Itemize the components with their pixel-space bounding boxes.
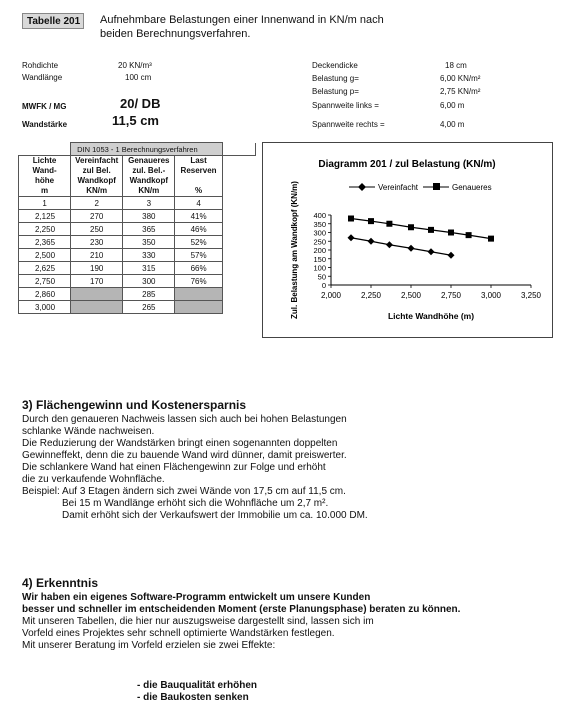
legend-marker-vereinfacht <box>358 183 366 191</box>
cell-reserve: 41% <box>175 210 222 223</box>
section3-heading: 3) Flächengewinn und Kostenersparnis <box>22 398 247 412</box>
table-row <box>19 262 256 275</box>
col-number: 4 <box>175 197 222 210</box>
section3-body <box>22 414 368 522</box>
bullet-item: - die Bauqualität erhöhen <box>137 680 258 691</box>
section3-line: Die schlankere Wand hat einen Flächengewinn zur Folge und erhöht <box>22 462 326 473</box>
y-tick-label: 0 <box>321 281 326 290</box>
y-tick-label: 150 <box>313 254 326 264</box>
title-line-1: Aufnehmbare Belastungen einer Innenwand in KN/m nach <box>100 14 384 26</box>
data-point-genaueres <box>386 221 392 227</box>
section4-bold-line: Wir haben ein eigenes Software-Programm entwickelt um unsere Kunden <box>22 592 371 603</box>
param-value-belastung-p: 2,75 KN/m² <box>440 87 481 96</box>
param-value-deckendicke: 18 cm <box>445 61 467 70</box>
mwfk-label: MWFK / MG <box>22 102 67 111</box>
data-point-genaueres <box>466 232 472 238</box>
cell-empty-shaded <box>175 288 222 301</box>
cell-wandhoehe: 2,250 <box>19 223 71 236</box>
data-point-genaueres <box>368 218 374 224</box>
y-tick-label: 50 <box>317 272 326 282</box>
section4-line: Vorfeld eines Projektes sehr schnell optimierte Wandstärken festlegen. <box>22 628 335 639</box>
param-label-spannweite-links: Spannweite links = <box>312 101 379 110</box>
section3-line: Damit erhöht sich der Verkaufswert der Immobilie um ca. 10.000 DM. <box>62 510 368 521</box>
cell-genaueres: 285 <box>123 288 175 301</box>
load-table <box>18 142 256 314</box>
table-row <box>19 249 256 262</box>
wandstaerke-label: Wandstärke <box>22 120 68 129</box>
param-label-rohdichte: Rohdichte <box>22 61 59 70</box>
cell-genaueres: 350 <box>123 236 175 249</box>
x-tick-label: 3,000 <box>480 291 502 300</box>
y-tick-label: 100 <box>313 263 326 273</box>
cell-reserve: 76% <box>175 275 222 288</box>
x-axis-label: Lichte Wandhöhe (m) <box>387 311 475 321</box>
col-header-lastreserven: Last Reserven % <box>175 156 222 197</box>
col-number: 3 <box>123 197 175 210</box>
param-value-spannweite-rechts: 4,00 m <box>440 120 465 129</box>
series-line-vereinfacht <box>351 238 451 256</box>
legend-label-genaueres: Genaueres <box>452 183 492 192</box>
table-corner <box>19 143 71 156</box>
data-point-vereinfacht <box>448 252 455 259</box>
section3-line: Bei 15 m Wandlänge erhöht sich die Wohnfläche um 2,7 m². <box>62 498 329 509</box>
param-label-belastung-g: Belastung g= <box>312 74 359 83</box>
x-tick-label: 2,750 <box>440 291 462 300</box>
col-header-wandhoehe: Lichte Wand- höhe m <box>19 156 71 197</box>
cell-vereinfacht: 190 <box>71 262 123 275</box>
cell-wandhoehe: 2,625 <box>19 262 71 275</box>
cell-vereinfacht: 250 <box>71 223 123 236</box>
data-point-genaueres <box>488 236 494 242</box>
x-tick-label: 2,000 <box>320 291 342 300</box>
section3-line: schlanke Wände nachweisen. <box>22 426 155 437</box>
col-header-vereinfacht: Vereinfacht zul Bel. Wandkopf KN/m <box>71 156 123 197</box>
section3-line: Die Reduzierung der Wandstärken bringt einen sogenannten doppelten <box>22 438 338 449</box>
cell-reserve: 57% <box>175 249 222 262</box>
table-row <box>19 236 256 249</box>
cell-genaueres: 365 <box>123 223 175 236</box>
param-label-deckendicke: Deckendicke <box>312 61 358 70</box>
table-row <box>19 301 256 314</box>
cell-wandhoehe: 2,500 <box>19 249 71 262</box>
data-point-genaueres <box>428 227 434 233</box>
section4-heading: 4) Erkenntnis <box>22 576 99 590</box>
cell-wandhoehe: 2,750 <box>19 275 71 288</box>
table-badge: Tabelle 201 <box>22 13 84 29</box>
cell-wandhoehe: 2,365 <box>19 236 71 249</box>
cell-empty-shaded <box>71 301 123 314</box>
col-number: 1 <box>19 197 71 210</box>
data-point-vereinfacht <box>348 234 355 241</box>
data-point-vereinfacht <box>386 241 393 248</box>
din-label: DIN 1053 - 1 Berechnungsverfahren <box>71 143 223 156</box>
col-header-genaueres: Genaueres zul. Bel.- Wandkopf KN/m <box>123 156 175 197</box>
param-label-spannweite-rechts: Spannweite rechts = <box>312 120 385 129</box>
table-row <box>19 210 256 223</box>
data-point-genaueres <box>348 216 354 222</box>
cell-genaueres: 300 <box>123 275 175 288</box>
cell-vereinfacht: 230 <box>71 236 123 249</box>
load-chart <box>263 143 552 337</box>
section4-body <box>22 592 460 652</box>
cell-empty-shaded <box>71 288 123 301</box>
y-tick-label: 200 <box>313 246 326 255</box>
page-title <box>100 13 430 41</box>
cell-reserve: 66% <box>175 262 222 275</box>
cell-wandhoehe: 3,000 <box>19 301 71 314</box>
data-point-vereinfacht <box>428 248 435 255</box>
data-point-vereinfacht <box>408 245 415 252</box>
cell-genaueres: 380 <box>123 210 175 223</box>
param-label-wandlaenge: Wandlänge <box>22 73 63 82</box>
cell-vereinfacht: 210 <box>71 249 123 262</box>
chart-title: Diagramm 201 / zul Belastung (KN/m) <box>318 159 496 170</box>
cell-wandhoehe: 2,860 <box>19 288 71 301</box>
bullet-item: - die Baukosten senken <box>137 692 249 703</box>
x-tick-label: 2,500 <box>400 291 422 300</box>
section3-line: die zu verkaufende Wohnfläche. <box>22 474 165 485</box>
section3-line: Durch den genaueren Nachweis lassen sich auch bei hohen Belastungen <box>22 414 347 425</box>
cell-reserve: 46% <box>175 223 222 236</box>
section4-bold-line: besser und schneller im entscheidenden Moment (erste Planungsphase) beraten zu können. <box>22 604 461 615</box>
section3-line: Beispiel: Auf 3 Etagen ändern sich zwei Wände von 17,5 cm auf 11,5 cm. <box>22 486 346 497</box>
section4-bullets <box>137 680 257 704</box>
param-label-belastung-p: Belastung p= <box>312 87 359 96</box>
table-row <box>19 275 256 288</box>
cell-genaueres: 315 <box>123 262 175 275</box>
y-tick-label: 350 <box>313 219 326 229</box>
param-value-spannweite-links: 6,00 m <box>440 101 465 110</box>
col-number-row <box>19 197 256 210</box>
wandstaerke-value: 11,5 cm <box>112 113 159 128</box>
data-point-genaueres <box>408 224 414 230</box>
section4-line: Mit unserer Beratung im Vorfeld erzielen sie zwei Effekte: <box>22 640 276 651</box>
cell-wandhoehe: 2,125 <box>19 210 71 223</box>
data-point-vereinfacht <box>368 238 375 245</box>
cell-genaueres: 330 <box>123 249 175 262</box>
table-row <box>19 288 256 301</box>
cell-empty-shaded <box>175 301 222 314</box>
y-axis-label: Zul. Belastung am Wandkopf (KN/m) <box>290 181 299 319</box>
table-row <box>19 223 256 236</box>
section3-line: Gewinneffekt, denn die zu bauende Wand wird dünner, damit preiswerter. <box>22 450 347 461</box>
y-tick-label: 300 <box>313 228 326 238</box>
y-tick-label: 250 <box>313 237 326 247</box>
title-line-2: beiden Berechnungsverfahren. <box>100 28 251 40</box>
x-tick-label: 3,250 <box>520 291 542 300</box>
col-number: 2 <box>71 197 123 210</box>
data-point-genaueres <box>448 230 454 236</box>
cell-vereinfacht: 270 <box>71 210 123 223</box>
section4-line: Mit unseren Tabellen, die hier nur auszugsweise dargestellt sind, lassen sich im <box>22 616 374 627</box>
chart-frame <box>262 142 553 338</box>
legend-marker-genaueres <box>433 183 440 190</box>
legend-label-vereinfacht: Vereinfacht <box>378 183 419 192</box>
param-value-wandlaenge: 100 cm <box>125 73 152 82</box>
cell-genaueres: 265 <box>123 301 175 314</box>
cell-reserve: 52% <box>175 236 222 249</box>
x-tick-label: 2,250 <box>360 291 382 300</box>
param-value-belastung-g: 6,00 KN/m² <box>440 74 481 83</box>
cell-vereinfacht: 170 <box>71 275 123 288</box>
mwfk-value: 20/ DB <box>120 96 161 111</box>
table-corner-right <box>222 143 255 156</box>
param-value-rohdichte: 20 KN/m³ <box>118 61 152 70</box>
y-tick-label: 400 <box>313 211 326 220</box>
